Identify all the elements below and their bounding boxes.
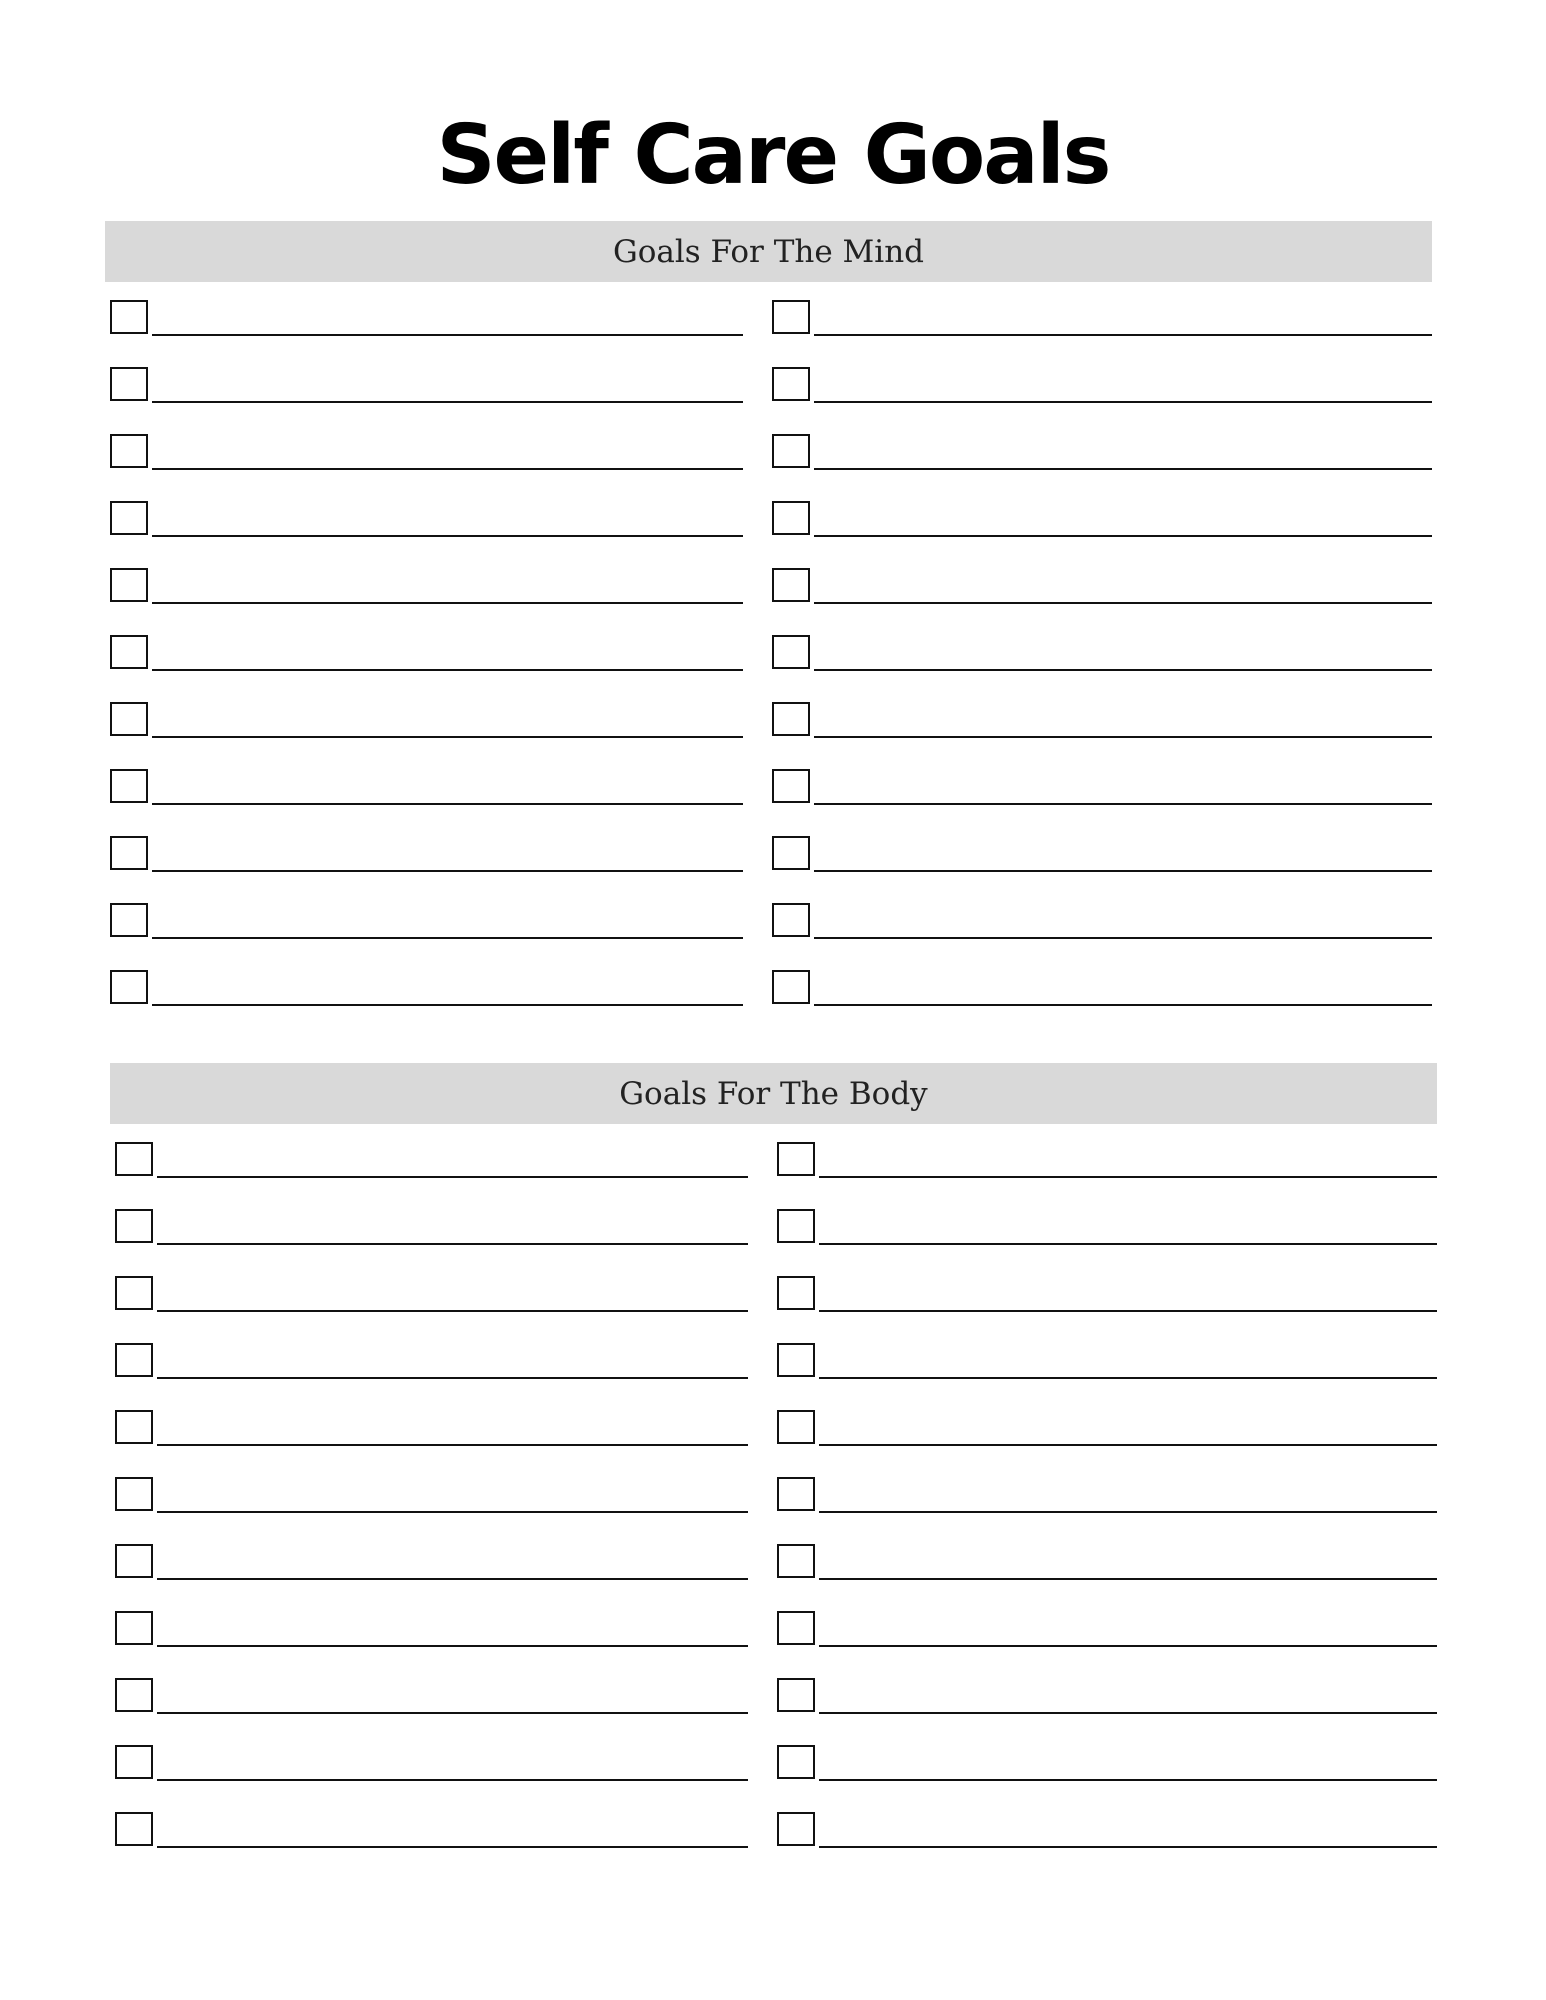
goal-checkbox[interactable] (110, 367, 148, 401)
goal-item (777, 1343, 1437, 1410)
goal-item (777, 1812, 1437, 1879)
goal-item (772, 903, 1432, 970)
goal-item (777, 1142, 1437, 1209)
goal-item (772, 970, 1432, 1037)
goal-write-line[interactable] (157, 1142, 748, 1178)
goal-checkbox[interactable] (777, 1410, 815, 1444)
goal-checkbox[interactable] (777, 1477, 815, 1511)
goal-write-line[interactable] (152, 836, 743, 872)
goal-item (115, 1142, 748, 1209)
goal-item (772, 836, 1432, 903)
goal-item (777, 1678, 1437, 1745)
goal-item (772, 367, 1432, 434)
goal-write-line[interactable] (819, 1209, 1437, 1245)
goal-checkbox[interactable] (110, 702, 148, 736)
goal-item (110, 300, 743, 367)
goal-write-line[interactable] (819, 1812, 1437, 1848)
goal-write-line[interactable] (157, 1343, 748, 1379)
goal-item (777, 1477, 1437, 1544)
goal-checkbox[interactable] (110, 836, 148, 870)
goal-checkbox[interactable] (772, 970, 810, 1004)
goal-write-line[interactable] (152, 501, 743, 537)
goal-write-line[interactable] (157, 1544, 748, 1580)
goal-write-line[interactable] (819, 1410, 1437, 1446)
goal-write-line[interactable] (152, 367, 743, 403)
goal-item (772, 501, 1432, 568)
goal-checkbox[interactable] (110, 568, 148, 602)
goal-checkbox[interactable] (777, 1812, 815, 1846)
goal-item (777, 1745, 1437, 1812)
goal-column-left (110, 300, 743, 1037)
goal-item (115, 1276, 748, 1343)
goal-checkbox[interactable] (115, 1544, 153, 1578)
goal-checkbox[interactable] (110, 635, 148, 669)
goal-checkbox[interactable] (777, 1343, 815, 1377)
goal-checkbox[interactable] (115, 1611, 153, 1645)
goal-write-line[interactable] (152, 300, 743, 336)
goal-item (110, 769, 743, 836)
goal-write-line[interactable] (814, 903, 1432, 939)
goal-item (115, 1745, 748, 1812)
goal-column-right (772, 300, 1432, 1037)
goal-write-line[interactable] (819, 1678, 1437, 1714)
goal-checkbox[interactable] (110, 769, 148, 803)
goal-checkbox[interactable] (110, 903, 148, 937)
goal-checkbox[interactable] (115, 1343, 153, 1377)
goal-checkbox[interactable] (772, 702, 810, 736)
goal-write-line[interactable] (814, 367, 1432, 403)
goal-write-line[interactable] (157, 1477, 748, 1513)
goal-checkbox[interactable] (772, 769, 810, 803)
goal-item (110, 635, 743, 702)
section-heading-mind: Goals For The Mind (105, 221, 1432, 282)
goal-write-line[interactable] (819, 1142, 1437, 1178)
goal-item (110, 367, 743, 434)
goal-item (115, 1477, 748, 1544)
goal-columns (110, 1124, 1437, 1879)
goal-write-line[interactable] (157, 1678, 748, 1714)
goal-write-line[interactable] (814, 635, 1432, 671)
goal-write-line[interactable] (152, 702, 743, 738)
goal-write-line[interactable] (157, 1812, 748, 1848)
goal-column-right (777, 1142, 1437, 1879)
goal-write-line[interactable] (819, 1544, 1437, 1580)
goal-item (777, 1209, 1437, 1276)
goal-write-line[interactable] (814, 702, 1432, 738)
goal-write-line[interactable] (819, 1276, 1437, 1312)
goal-item (110, 568, 743, 635)
section-heading-body: Goals For The Body (110, 1063, 1437, 1124)
goal-item (772, 568, 1432, 635)
goal-checkbox[interactable] (115, 1812, 153, 1846)
goal-item (115, 1611, 748, 1678)
goal-item (777, 1611, 1437, 1678)
section-mind (105, 221, 1432, 1037)
goal-checkbox[interactable] (110, 501, 148, 535)
goal-write-line[interactable] (814, 434, 1432, 470)
goal-item (772, 300, 1432, 367)
goal-write-line[interactable] (157, 1276, 748, 1312)
goal-write-line[interactable] (814, 568, 1432, 604)
goal-item (777, 1544, 1437, 1611)
goal-write-line[interactable] (152, 903, 743, 939)
goal-checkbox[interactable] (110, 970, 148, 1004)
goal-checkbox[interactable] (115, 1745, 153, 1779)
goal-checkbox[interactable] (772, 501, 810, 535)
goal-write-line[interactable] (152, 635, 743, 671)
goal-item (115, 1812, 748, 1879)
goal-item (110, 501, 743, 568)
goal-checkbox[interactable] (777, 1276, 815, 1310)
goal-checkbox[interactable] (777, 1544, 815, 1578)
page-title: Self Care Goals (436, 108, 1110, 203)
goal-write-line[interactable] (157, 1410, 748, 1446)
goal-checkbox[interactable] (115, 1276, 153, 1310)
goal-checkbox[interactable] (772, 434, 810, 468)
goal-write-line[interactable] (819, 1343, 1437, 1379)
goal-checkbox[interactable] (772, 300, 810, 334)
goal-write-line[interactable] (819, 1477, 1437, 1513)
goal-write-line[interactable] (157, 1745, 748, 1781)
goal-write-line[interactable] (152, 568, 743, 604)
goal-write-line[interactable] (819, 1745, 1437, 1781)
goal-item (110, 836, 743, 903)
goal-checkbox[interactable] (777, 1611, 815, 1645)
goal-write-line[interactable] (814, 501, 1432, 537)
goal-item (115, 1209, 748, 1276)
goal-item (110, 970, 743, 1037)
goal-item (115, 1343, 748, 1410)
goal-item (777, 1276, 1437, 1343)
goal-checkbox[interactable] (777, 1209, 815, 1243)
goal-write-line[interactable] (152, 970, 743, 1006)
goal-write-line[interactable] (819, 1611, 1437, 1647)
goal-item (110, 434, 743, 501)
goal-checkbox[interactable] (777, 1745, 815, 1779)
goal-checkbox[interactable] (115, 1410, 153, 1444)
goal-checkbox[interactable] (115, 1209, 153, 1243)
goal-item (110, 702, 743, 769)
goal-write-line[interactable] (814, 769, 1432, 805)
goal-column-left (115, 1142, 748, 1879)
goal-write-line[interactable] (814, 300, 1432, 336)
goal-checkbox[interactable] (772, 367, 810, 401)
goal-item (115, 1544, 748, 1611)
goal-item (772, 702, 1432, 769)
goal-checkbox[interactable] (110, 434, 148, 468)
goal-item (772, 434, 1432, 501)
goal-write-line[interactable] (157, 1611, 748, 1647)
goal-columns (105, 282, 1432, 1037)
goal-checkbox[interactable] (115, 1142, 153, 1176)
goal-checkbox[interactable] (110, 300, 148, 334)
goal-write-line[interactable] (814, 836, 1432, 872)
goal-write-line[interactable] (814, 970, 1432, 1006)
goal-item (110, 903, 743, 970)
goal-item (115, 1678, 748, 1745)
goal-checkbox[interactable] (115, 1477, 153, 1511)
goal-checkbox[interactable] (115, 1678, 153, 1712)
goal-checkbox[interactable] (772, 635, 810, 669)
goal-checkbox[interactable] (772, 903, 810, 937)
goal-checkbox[interactable] (772, 836, 810, 870)
goal-item (115, 1410, 748, 1477)
goal-checkbox[interactable] (772, 568, 810, 602)
goal-write-line[interactable] (152, 769, 743, 805)
goal-item (772, 635, 1432, 702)
goal-write-line[interactable] (152, 434, 743, 470)
section-body (110, 1063, 1437, 1879)
goal-checkbox[interactable] (777, 1678, 815, 1712)
goal-write-line[interactable] (157, 1209, 748, 1245)
goal-checkbox[interactable] (777, 1142, 815, 1176)
goal-item (772, 769, 1432, 836)
goal-item (777, 1410, 1437, 1477)
